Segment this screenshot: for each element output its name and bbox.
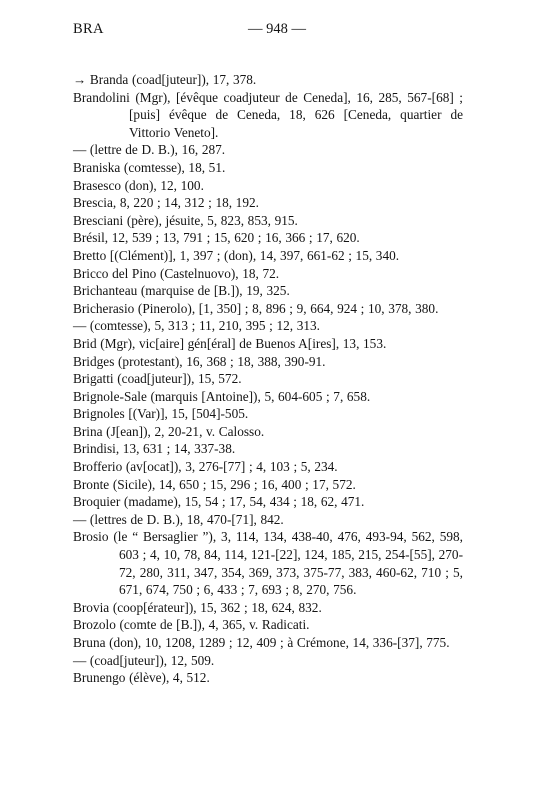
index-entry: Brunengo (élève), 4, 512. — [73, 670, 210, 686]
index-entry: Brichanteau (marquise de [B.]), 19, 325. — [73, 283, 290, 299]
index-entry: Bresciani (père), jésuite, 5, 823, 853, 915. — [73, 212, 298, 228]
index-entry: — (coad[juteur]), 12, 509. — [73, 652, 215, 668]
index-entry: Brina (J[ean]), 2, 20-21, v. Calosso. — [73, 423, 265, 439]
index-entry: Brovia (coop[érateur]), 15, 362 ; 18, 624, 832. — [73, 599, 322, 615]
index-entry: Brigatti (coad[juteur]), 15, 572. — [73, 371, 242, 387]
index-entry: Broquier (madame), 15, 54 ; 17, 54, 434 ; 18, 62, 471. — [73, 494, 365, 510]
index-entries — [73, 71, 463, 687]
index-entry: — (lettre de D. B.), 16, 287. — [73, 142, 226, 158]
page-header — [73, 21, 461, 43]
index-entry: Brozolo (comte de [B.]), 4, 365, v. Radicati. — [73, 617, 310, 633]
index-entry: Bretto [(Clément)], 1, 397 ; (don), 14, 397, 661-62 ; 15, 340. — [73, 247, 400, 263]
index-entry: — (lettres de D. B.), 18, 470-[71], 842. — [73, 511, 284, 527]
index-entry: Bricherasio (Pinerolo), [1, 350] ; 8, 896 ; 9, 664, 924 ; 10, 378, 380. — [73, 300, 439, 316]
index-entry: Brasesco (don), 12, 100. — [73, 177, 204, 193]
index-entry: Bronte (Sicile), 14, 650 ; 15, 296 ; 16, 400 ; 17, 572. — [73, 476, 356, 492]
index-entry: Brescia, 8, 220 ; 14, 312 ; 18, 192. — [73, 195, 259, 211]
index-entry: Bruna (don), 10, 1208, 1289 ; 12, 409 ; à Crémone, 14, 336-[37], 775. — [73, 635, 450, 650]
index-entry: Brésil, 12, 539 ; 13, 791 ; 15, 620 ; 16, 366 ; 17, 620. — [73, 230, 360, 246]
index-entry: Braniska (comtesse), 18, 51. — [73, 159, 226, 175]
index-entry: → Branda (coad[juteur]), 17, 378. — [73, 72, 257, 87]
page-number: — 948 — — [248, 21, 306, 37]
index-entry: Brignoles [(Var)], 15, [504]-505. — [73, 406, 249, 422]
index-entry: — (comtesse), 5, 313 ; 11, 210, 395 ; 12, 313. — [73, 318, 320, 334]
section-label: BRA — [73, 21, 104, 37]
index-entry: Brandolini (Mgr), [évêque coadjuteur de Ceneda], 16, 285, 567-[68] ; [puis] évêque de Ceneda, 18, 626 [Ceneda, quartier de Vittorio Veneto]. — [73, 89, 463, 140]
index-entry: Bridges (protestant), 16, 368 ; 18, 388, 390-91. — [73, 353, 326, 369]
index-entry: Brid (Mgr), vic[aire] gén[éral] de Buenos A[ires], 13, 153. — [73, 335, 387, 351]
index-entry: Brosio (le “ Bersaglier ”), 3, 114, 134, 438-40, 476, 493-94, 562, 598, 603 ; 4, 10, 78, 84, 114, 121-[22], 124, 185, 215, 254-[55], 270-72, 280, 311, 347, 354, 369, 373, 375-77, 383, 460-62, 710 ; 5, 671, 674, 750 ; 6, 433 ; 7, 693 ; 8, 270, 756. — [73, 529, 463, 598]
index-entry: Brignole-Sale (marquis [Antoine]), 5, 604-605 ; 7, 658. — [73, 388, 371, 404]
index-entry: Brindisi, 13, 631 ; 14, 337-38. — [73, 441, 236, 457]
index-entry: Brofferio (av[ocat]), 3, 276-[77] ; 4, 103 ; 5, 234. — [73, 459, 338, 475]
index-entry: Bricco del Pino (Castelnuovo), 18, 72. — [73, 265, 280, 281]
